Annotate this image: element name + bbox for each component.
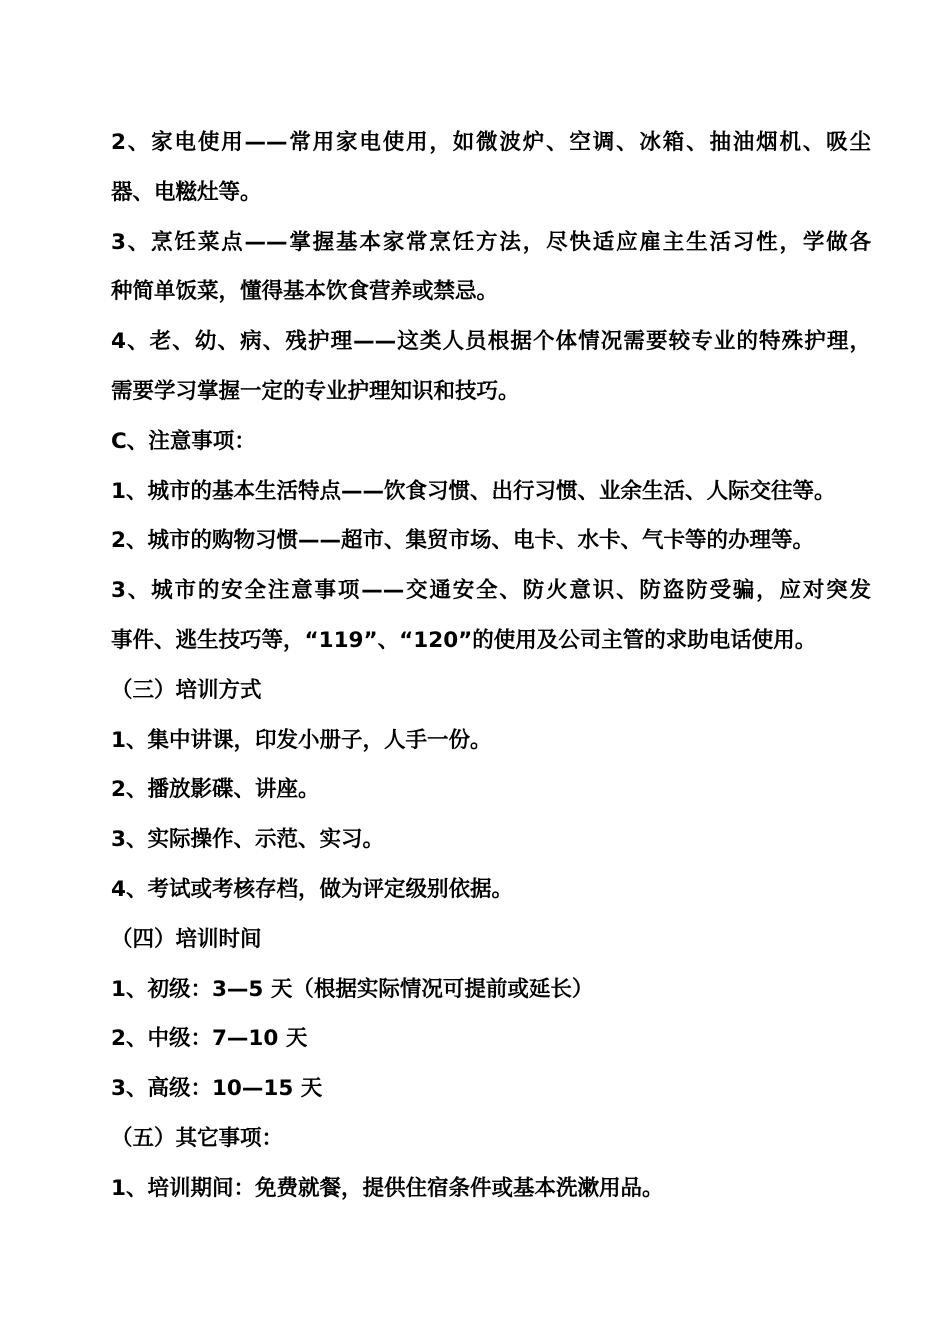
section-heading: （五）其它事项：: [111, 1125, 284, 1151]
list-item: 4、考试或考核存档，做为评定级别依据。: [111, 876, 513, 902]
paragraph-line: 3、烹饪菜点——掌握基本家常烹饪方法，尽快适应雇主生活习性，学做各: [111, 229, 871, 255]
list-item: 1、培训期间：免费就餐，提供住宿条件或基本洗漱用品。: [111, 1175, 664, 1201]
section-heading: C、注意事项：: [111, 428, 256, 454]
list-item: 1、初级：3—5 天（根据实际情况可提前或延长）: [111, 976, 594, 1002]
paragraph-line: 事件、逃生技巧等，“119”、“120”的使用及公司主管的求助电话使用。: [111, 627, 817, 653]
paragraph-line: 需要学习掌握一定的专业护理知识和技巧。: [111, 378, 520, 404]
list-item: 3、高级：10—15 天: [111, 1076, 323, 1102]
paragraph-line: 3、城市的安全注意事项——交通安全、防火意识、防盗防受骗，应对突发: [111, 578, 871, 604]
list-item: 2、播放影碟、讲座。: [111, 777, 320, 803]
paragraph-line: 4、老、幼、病、残护理——这类人员根据个体情况需要较专业的特殊护理，: [111, 329, 871, 355]
paragraph-line: 种简单饭菜，懂得基本饮食营养或禁忌。: [111, 279, 499, 305]
paragraph-line: 2、城市的购物习惯——超市、集贸市场、电卡、水卡、气卡等的办理等。: [111, 528, 814, 554]
paragraph-line: 2、家电使用——常用家电使用，如微波炉、空调、冰箱、抽油烟机、吸尘: [111, 130, 871, 155]
document-body: [111, 118, 871, 1214]
list-item: 3、实际操作、示范、实习。: [111, 827, 384, 853]
paragraph-line: 器、电糍灶等。: [111, 179, 262, 205]
list-item: 1、集中讲课，印发小册子，人手一份。: [111, 727, 492, 753]
paragraph-line: 1、城市的基本生活特点——饮食习惯、出行习惯、业余生活、人际交往等。: [111, 478, 836, 504]
list-item: 2、中级：7—10 天: [111, 1026, 308, 1052]
section-heading: （三）培训方式: [111, 677, 262, 703]
section-heading: （四）培训时间: [111, 926, 262, 952]
